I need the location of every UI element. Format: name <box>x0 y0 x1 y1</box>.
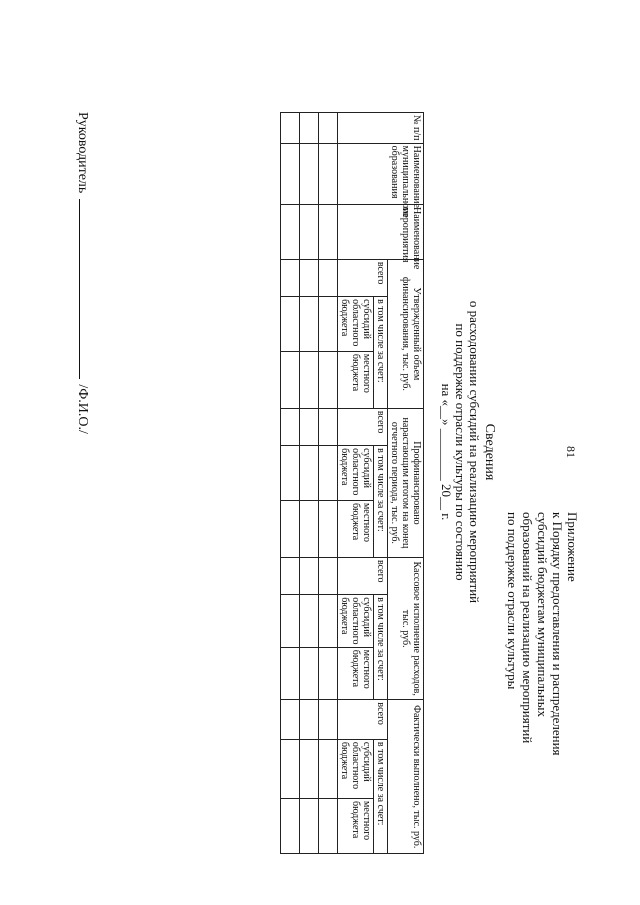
table-cell <box>319 700 338 739</box>
title-line: на «__» ________ 20__ г. <box>439 383 454 521</box>
table-cell <box>300 351 319 408</box>
table-cell <box>281 205 300 260</box>
table-cell <box>300 500 319 557</box>
header-approved: Утвержденный объем финансирования, тыс. руб. <box>388 259 424 408</box>
table-cell <box>300 557 319 594</box>
table-row <box>319 113 338 854</box>
signature-line <box>79 199 92 379</box>
header-total: всего <box>338 408 388 445</box>
appendix-block <box>505 512 580 842</box>
table-cell <box>300 408 319 445</box>
header-financed: Профинансировано нарастающим итогом на конец отчетного периода, тыс. руб. <box>388 408 424 557</box>
table-cell <box>281 799 300 854</box>
table-cell <box>319 408 338 445</box>
table-cell <box>281 143 300 204</box>
table-cell <box>300 297 319 352</box>
signature-name: /Ф.И.О./ <box>75 384 90 434</box>
header-including: в том числе за счет: <box>374 595 388 700</box>
header-row-groups <box>388 113 424 854</box>
table-cell <box>319 143 338 204</box>
appendix-line: образований на реализацию мероприятий <box>520 512 535 744</box>
table-cell <box>300 446 319 501</box>
table-cell <box>319 205 338 260</box>
header-including: в том числе за счет: <box>374 446 388 558</box>
signature-label: Руководитель <box>75 112 90 194</box>
table-cell <box>319 446 338 501</box>
table-cell <box>300 595 319 648</box>
table-cell <box>319 259 338 296</box>
table-cell <box>281 557 300 594</box>
header-total: всего <box>338 700 388 739</box>
table-cell <box>281 647 300 700</box>
table-cell <box>319 351 338 408</box>
header-actual: Фактически выполнено, тыс. руб. <box>388 700 424 854</box>
header-regional: субсидий областного бюджета <box>338 739 374 798</box>
header-regional: субсидий областного бюджета <box>338 297 374 352</box>
title-line: по поддержке отрасли культуры по состоянию <box>453 323 468 581</box>
table-cell <box>281 113 300 144</box>
table-cell <box>281 700 300 739</box>
header-num: № п/п <box>338 113 424 144</box>
appendix-line: Приложение <box>565 512 580 582</box>
header-regional: субсидий областного бюджета <box>338 595 374 648</box>
report-table <box>280 112 424 854</box>
title-line: о расходовании субсидий на реализацию мероприятий <box>467 300 482 604</box>
header-local: местного бюджета <box>338 799 374 854</box>
table-cell <box>281 297 300 352</box>
table-cell <box>300 205 319 260</box>
table-cell <box>281 500 300 557</box>
table-cell <box>300 700 319 739</box>
table-cell <box>319 500 338 557</box>
table-cell <box>319 647 338 700</box>
header-including: в том числе за счет: <box>374 297 388 409</box>
table-cell <box>319 113 338 144</box>
header-local: местного бюджета <box>338 500 374 557</box>
table-cell <box>300 143 319 204</box>
header-regional: субсидий областного бюджета <box>338 446 374 501</box>
header-municipality: Наименование муниципального образования <box>338 143 424 204</box>
header-local: местного бюджета <box>338 647 374 700</box>
header-cash: Кассовое исполнение расходов, тыс. руб. <box>388 557 424 699</box>
table-cell <box>281 446 300 501</box>
table-row <box>300 113 319 854</box>
header-local: местного бюджета <box>338 351 374 408</box>
table-cell <box>281 595 300 648</box>
table-cell <box>300 259 319 296</box>
table-cell <box>281 739 300 798</box>
table-cell <box>281 351 300 408</box>
table-cell <box>300 113 319 144</box>
header-event: Наименование мероприятия <box>338 205 424 260</box>
header-including: в том числе за счет: <box>374 739 388 853</box>
table-cell <box>319 739 338 798</box>
appendix-line: к Порядку предоставления и распределения <box>550 512 565 756</box>
document-title <box>439 192 496 712</box>
table-cell <box>300 739 319 798</box>
appendix-line: по поддержке отрасли культуры <box>505 512 520 690</box>
title-heading: Сведения <box>482 423 497 481</box>
header-total: всего <box>338 259 388 296</box>
table-cell <box>319 557 338 594</box>
table-cell <box>319 799 338 854</box>
header-total: всего <box>338 557 388 594</box>
table-cell <box>281 259 300 296</box>
table-cell <box>319 297 338 352</box>
page-number: 81 <box>564 446 578 458</box>
appendix-line: субсидий бюджетам муниципальных <box>535 512 550 717</box>
document-sheet <box>60 42 580 862</box>
table-row <box>281 113 300 854</box>
table-cell <box>319 595 338 648</box>
table-cell <box>300 647 319 700</box>
signature-block <box>74 112 92 434</box>
table-cell <box>281 408 300 445</box>
table-cell <box>300 799 319 854</box>
